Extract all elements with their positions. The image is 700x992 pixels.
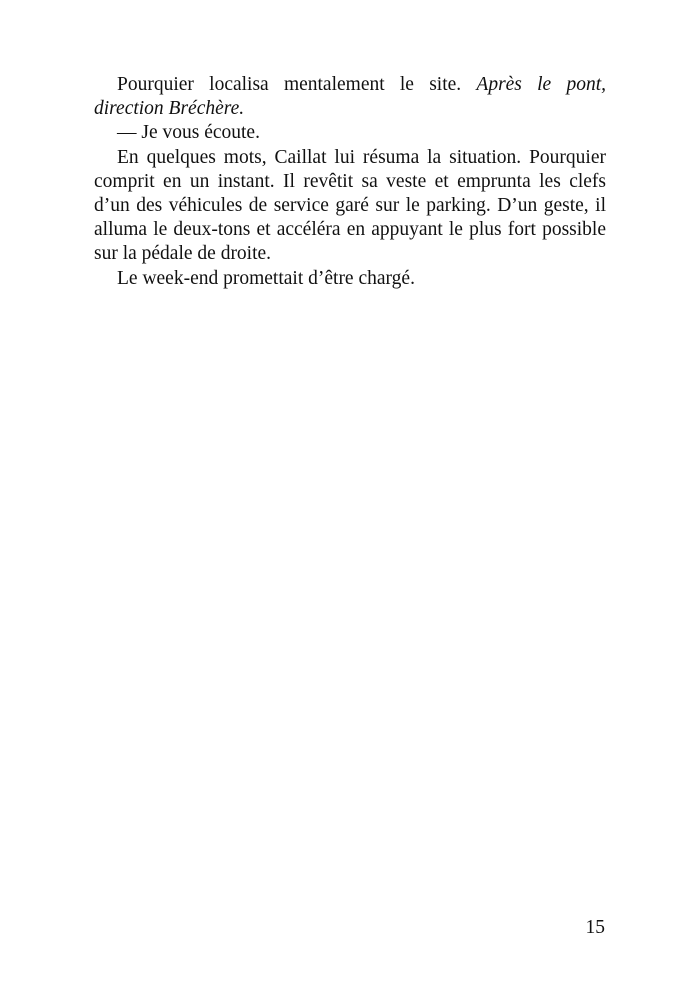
body-text	[94, 73, 606, 291]
paragraph-1	[94, 73, 606, 121]
page-number: 15	[585, 917, 605, 938]
paragraph-1-roman: Pourquier localisa mentalement le site.	[117, 74, 477, 95]
paragraph-3: En quelques mots, Caillat lui résuma la situation. Pourquier comprit en un instant. Il revêtit sa veste et emprunta les clefs d’un des véhicules de service garé sur le parking. D’un geste, il alluma le deux-tons et accéléra en appuyant le plus fort possible sur la pédale de droite.	[94, 146, 606, 265]
paragraph-1-italic: Après le pont, direction Bréchère.	[94, 74, 606, 120]
paragraph-2: — Je vous écoute.	[117, 122, 260, 144]
paragraph-4: Le week-end promettait d’être chargé.	[117, 267, 415, 289]
